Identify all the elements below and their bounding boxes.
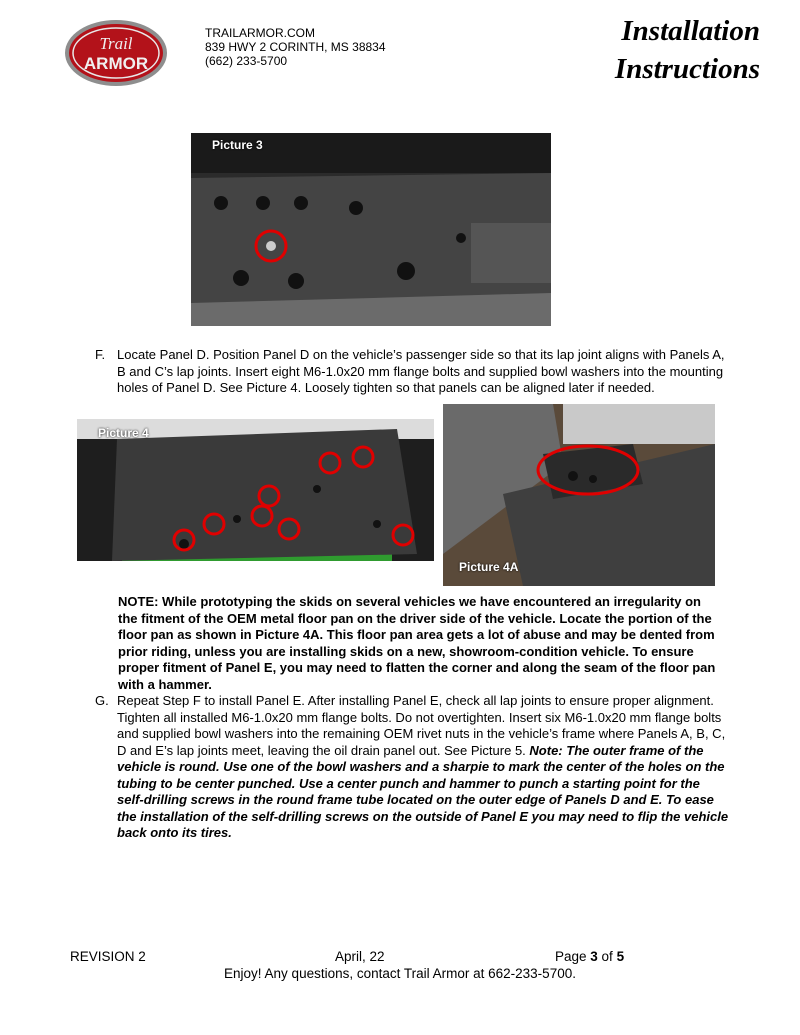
footer-date: April, 22 [335,949,385,964]
step-g-instructions: Repeat Step F to install Panel E. After installing Panel E, check all lap joints to ensure proper alignment. Tighten all installed M6-1.0x20 mm flange bolts. Do not overtighten. Insert six M6-1.0x20 mm flange bolts and supplied bowl washers into the remaining OEM rivet nuts in the vehicle’s frame where Panels A, B, C, D and E’s lap joints meet, leaving the oil drain panel out. See Picture 5. [117,693,726,758]
fitment-note: NOTE: While prototyping the skids on several vehicles we have encountered an irregularity on the fitment of the OEM metal floor pan on the driver side of the vehicle. Locate the portion of the floor pan as shown in Picture 4A. This floor pan area gets a lot of abuse and may be dented from prior riding, unless you are installing skids on a new, showroom-condition vehicle. To ensure proper fitment of Panel E, you may need to flatten the corner and along the seam of the floor pan with a hammer. [118,594,716,692]
step-g-note: Note: The outer frame of the vehicle is round. Use one of the bowl washers and a sharpie to mark the center of the holes on the tubing to be center punched. Use a center punch and hammer to punch a starting point for the self-drilling screws in the round frame tube located on the outer edge of Panels D and E. To ease the installation of the self-drilling screws on the outside of Panel E you may need to flip the vehicle back onto its tires. [117,742,729,840]
revision-label: REVISION 2 [70,949,146,964]
website-text: TRAILARMOR.COM [205,26,316,40]
step-f-text: Locate Panel D. Position Panel D on the vehicle’s passenger side so that its lap joint aligns with Panels A, B and C’s lap joints. Insert eight M6-1.0x20 mm flange bolts and supplied bowl washers into the mounting holes of Panel D. See Picture 4. Loosely tighten so that panels can be aligned later if needed. [117,347,725,395]
page-total: 5 [616,949,625,964]
logo-text-top: Trail [99,34,133,53]
picture-4a-photo [443,404,715,586]
title-line-1: Installation [621,15,760,47]
trail-armor-logo [64,18,168,88]
phone-number: (662) 233-5700 [205,54,288,68]
page-of: of [597,949,617,964]
step-f-marker: F. [95,347,106,362]
picture-4-photo [77,419,434,561]
picture-3-photo [191,133,551,326]
step-g-marker: G. [95,693,109,708]
page-title [615,12,760,88]
page-prefix: Page [555,949,591,964]
picture-4-caption: Picture 4 [98,426,149,440]
page-current: 3 [590,949,598,964]
footer-contact: Enjoy! Any questions, contact Trail Armor at 662-233-5700. [224,966,576,981]
logo-text-bottom: ARMOR [83,54,149,73]
title-line-2: Instructions [614,53,760,85]
step-g-text [117,693,729,842]
picture-4a-caption: Picture 4A [459,560,519,574]
street-address: 839 HWY 2 CORINTH, MS 38834 [205,40,386,54]
page-number [555,949,624,964]
company-address [205,26,386,68]
picture-3-caption: Picture 3 [212,138,263,152]
